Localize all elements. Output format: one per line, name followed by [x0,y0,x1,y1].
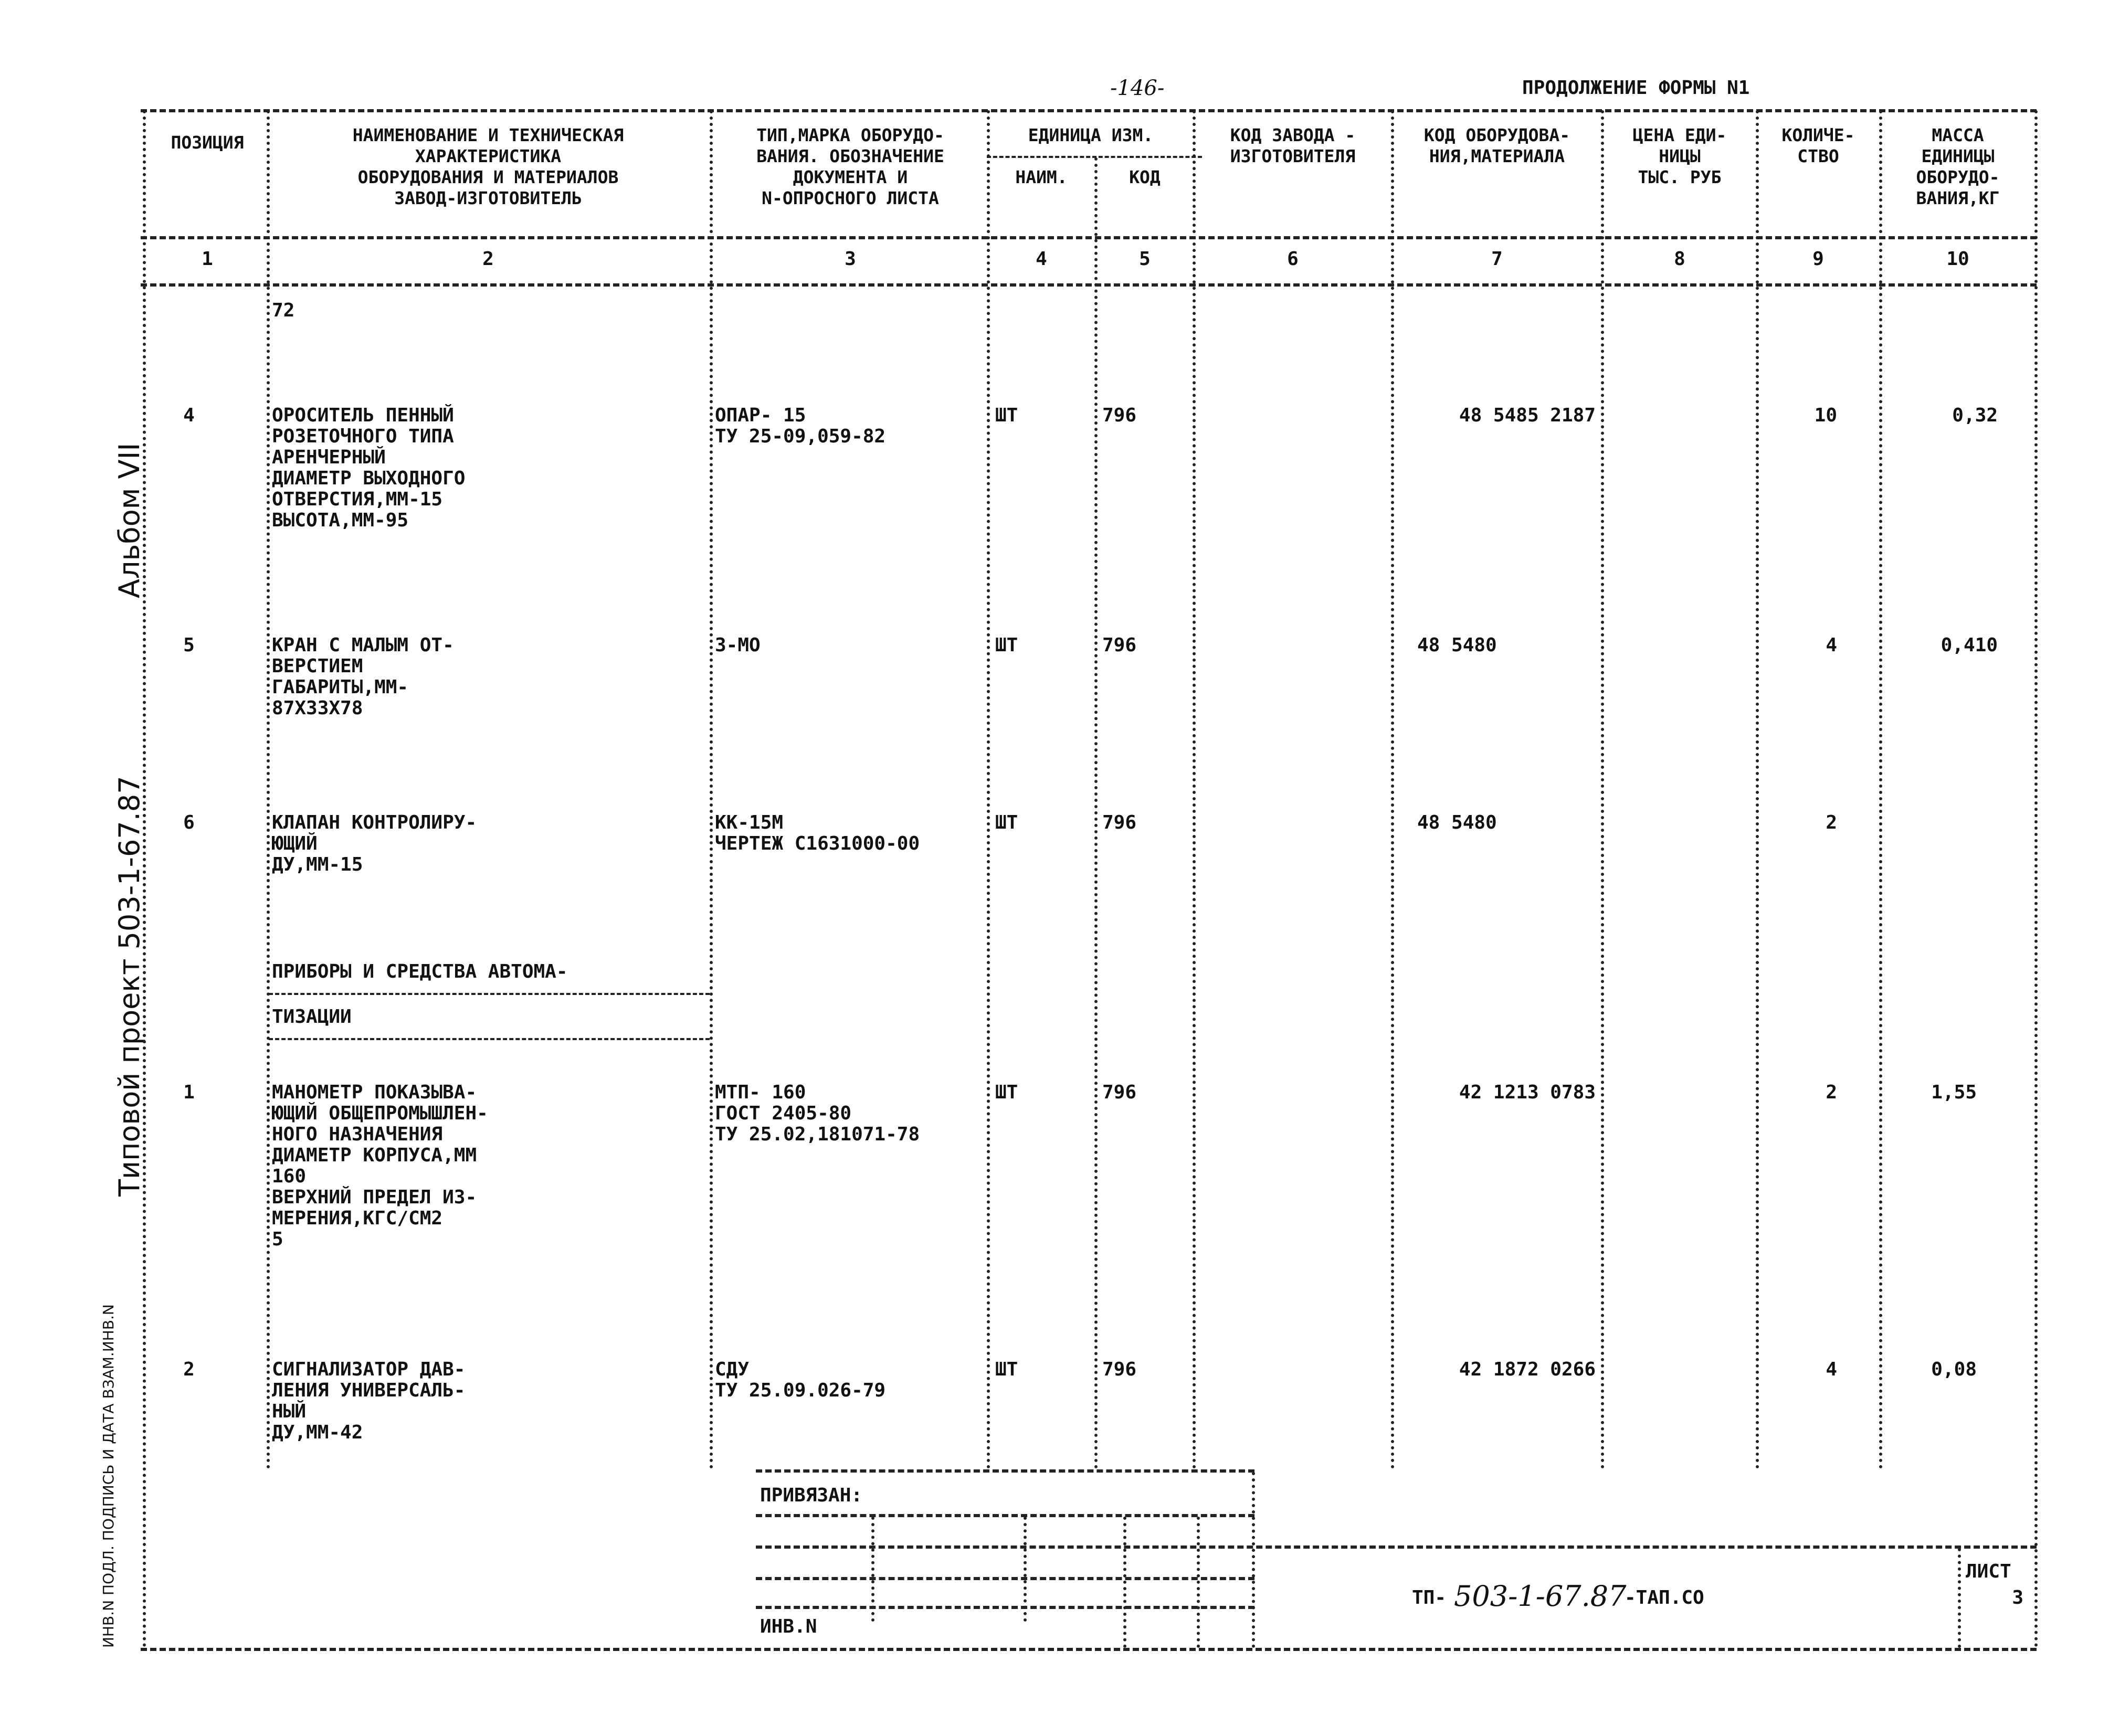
section-heading-rule [269,993,710,995]
row-equip-code: 48 5485 2187 [1459,405,1596,426]
row-name: КЛАПАН КОНТРОЛИРУ- ЮЩИЙ ДУ,ММ-15 [272,812,477,875]
doc-code-suffix: -ТАП.СО [1625,1587,1704,1608]
header-name: НАИМЕНОВАНИЕ И ТЕХНИЧЕСКАЯ ХАРАКТЕРИСТИКА ОБОРУДОВАНИЯ И МАТЕРИАЛОВ ЗАВОД-ИЗГОТОВИТЕЛЬ [352,125,624,208]
row-position: 5 [183,634,195,656]
row-unit-code: 796 [1102,812,1137,833]
col-divider-5 [1193,110,1196,1469]
doc-code-handwritten: 503-1-67.87 [1454,1580,1627,1613]
col-number-8: 8 [1674,248,1685,270]
stamp-divider [1252,1472,1255,1648]
row-unit-code: 796 [1102,1082,1137,1103]
row-mass: 0,410 [1941,634,1998,656]
header-unit-name: НАИМ. [1015,167,1068,187]
header-unit-code: КОД [1129,167,1161,187]
row-position: 4 [183,405,195,426]
row-quantity: 2 [1826,1082,1837,1103]
row-position: 1 [183,1082,195,1103]
sheet-label: ЛИСТ [1966,1561,2011,1582]
header-type: ТИП,МАРКА ОБОРУДО- ВАНИЯ. ОБОЗНАЧЕНИЕ ДОКУМЕНТА И N-ОПРОСНОГО ЛИСТА [756,125,944,208]
stamp-rule [756,1577,1254,1580]
table-top-rule [141,109,2037,112]
col-divider-9 [1879,110,1882,1469]
row-mass: 1,55 [1931,1082,1977,1103]
table-left-border [143,110,146,1648]
col-divider-8 [1756,110,1759,1469]
header-unit: ЕДИНИЦА ИЗМ. [1028,125,1154,145]
side-album-label: Альбом VII [113,442,146,598]
row-mass: 0,32 [1952,405,1998,426]
section-heading-line-2: ТИЗАЦИИ [272,1006,352,1028]
col-number-10: 10 [1946,248,1969,270]
row-quantity: 10 [1814,405,1837,426]
header-equip-code: КОД ОБОРУДОВА- НИЯ,МАТЕРИАЛА [1423,125,1570,166]
col-divider-1 [267,110,270,1469]
row-type: СДУ ТУ 25.09.026-79 [715,1359,886,1401]
col-divider-4 [1094,157,1098,1469]
stamp-top-rule [756,1469,1254,1473]
row-unit: ШТ [995,1082,1018,1103]
colnum-bottom-rule [141,283,2037,287]
stamp-divider [1958,1548,1961,1648]
row-quantity: 2 [1826,812,1837,833]
row-equip-code: 42 1213 0783 [1459,1082,1596,1103]
row-unit-code: 796 [1102,634,1137,656]
row-name: ОРОСИТЕЛЬ ПЕННЫЙ РОЗЕТОЧНОГО ТИПА АРЕНЧЕРНЫЙ ДИАМЕТР ВЫХОДНОГО ОТВЕРСТИЯ,ММ-15 ВЫСОТА,ММ-95 [272,405,466,531]
stamp-rule [756,1546,2037,1549]
row-unit: ШТ [995,405,1018,426]
stamp-bound-label: ПРИВЯЗАН: [760,1485,863,1506]
stamp-divider [1123,1517,1126,1648]
row-unit: ШТ [995,812,1018,833]
row-unit-code: 796 [1102,1359,1137,1380]
row-name: СИГНАЛИЗАТОР ДАВ- ЛЕНИЯ УНИВЕРСАЛЬ- НЫЙ ДУ,ММ-42 [272,1359,466,1443]
section-heading-line-1: ПРИБОРЫ И СРЕДСТВА АВТОМА- [272,961,568,982]
header-mass: МАССА ЕДИНИЦЫ ОБОРУДО- ВАНИЯ,КГ [1916,125,2000,208]
col-divider-2 [710,110,713,1469]
col-divider-6 [1391,110,1394,1469]
row-name: МАНОМЕТР ПОКАЗЫВА- ЮЩИЙ ОБЩЕПРОМЫШЛЕН- НОГО НАЗНАЧЕНИЯ ДИАМЕТР КОРПУСА,ММ 160 ВЕРХНИЙ ПРЕДЕЛ ИЗ- МЕРЕНИЯ,КГС/СМ2 5 [272,1082,488,1250]
row-type: 3-МО [715,634,761,656]
table-bottom-rule [141,1648,2037,1651]
row-equip-code: 48 5480 [1417,634,1497,656]
row-quantity: 4 [1826,634,1837,656]
col-number-7: 7 [1491,248,1503,270]
row-mass: 0,08 [1931,1359,1977,1380]
row-type: КК-15М ЧЕРТЕЖ С1631000-00 [715,812,920,854]
row-quantity: 4 [1826,1359,1837,1380]
header-position: ПОЗИЦИЯ [171,132,244,153]
stamp-rule [756,1606,1254,1609]
stamp-divider [871,1517,874,1622]
continuation-number: 72 [272,300,295,321]
stamp-divider [1024,1517,1027,1622]
col-number-5: 5 [1139,248,1151,270]
col-divider-3 [987,110,990,1469]
col-number-1: 1 [202,248,213,270]
row-unit: ШТ [995,634,1018,656]
row-unit: ШТ [995,1359,1018,1380]
side-stamp-fields: ИНВ.N ПОДЛ. ПОДПИСЬ И ДАТА ВЗАМ.ИНВ.N [100,1304,117,1648]
col-number-4: 4 [1036,248,1047,270]
form-title: ПРОДОЛЖЕНИЕ ФОРМЫ N1 [1522,77,1750,99]
table-right-border [2034,110,2038,1648]
side-project-label: Типовой проект 503-1-67.87 [113,776,146,1197]
doc-code-prefix: ТП- [1412,1587,1447,1608]
header-price: ЦЕНА ЕДИ- НИЦЫ ТЫС. РУБ [1632,125,1727,187]
col-number-2: 2 [482,248,494,270]
header-bottom-rule [141,236,2037,239]
row-type: МТП- 160 ГОСТ 2405-80 ТУ 25.02,181071-78 [715,1082,920,1145]
row-equip-code: 48 5480 [1417,812,1497,833]
sheet-number: 3 [2012,1587,2023,1608]
row-name: КРАН С МАЛЫМ ОТ- ВЕРСТИЕМ ГАБАРИТЫ,ММ- 87Х33Х78 [272,634,454,719]
stamp-divider [1197,1517,1200,1648]
row-position: 6 [183,812,195,833]
page-number: -146- [1110,76,1165,100]
row-type: ОПАР- 15 ТУ 25-09,059-82 [715,405,886,447]
col-divider-7 [1601,110,1604,1469]
header-plant-code: КОД ЗАВОДА - ИЗГОТОВИТЕЛЯ [1230,125,1356,166]
section-heading-rule [269,1038,710,1040]
row-equip-code: 42 1872 0266 [1459,1359,1596,1380]
stamp-inv-label: ИНВ.N [760,1616,817,1637]
col-number-3: 3 [845,248,856,270]
row-unit-code: 796 [1102,405,1137,426]
row-position: 2 [183,1359,195,1380]
stamp-rule [756,1514,1254,1517]
col-number-9: 9 [1812,248,1824,270]
col-number-6: 6 [1287,248,1299,270]
header-quantity: КОЛИЧЕ- СТВО [1781,125,1855,166]
